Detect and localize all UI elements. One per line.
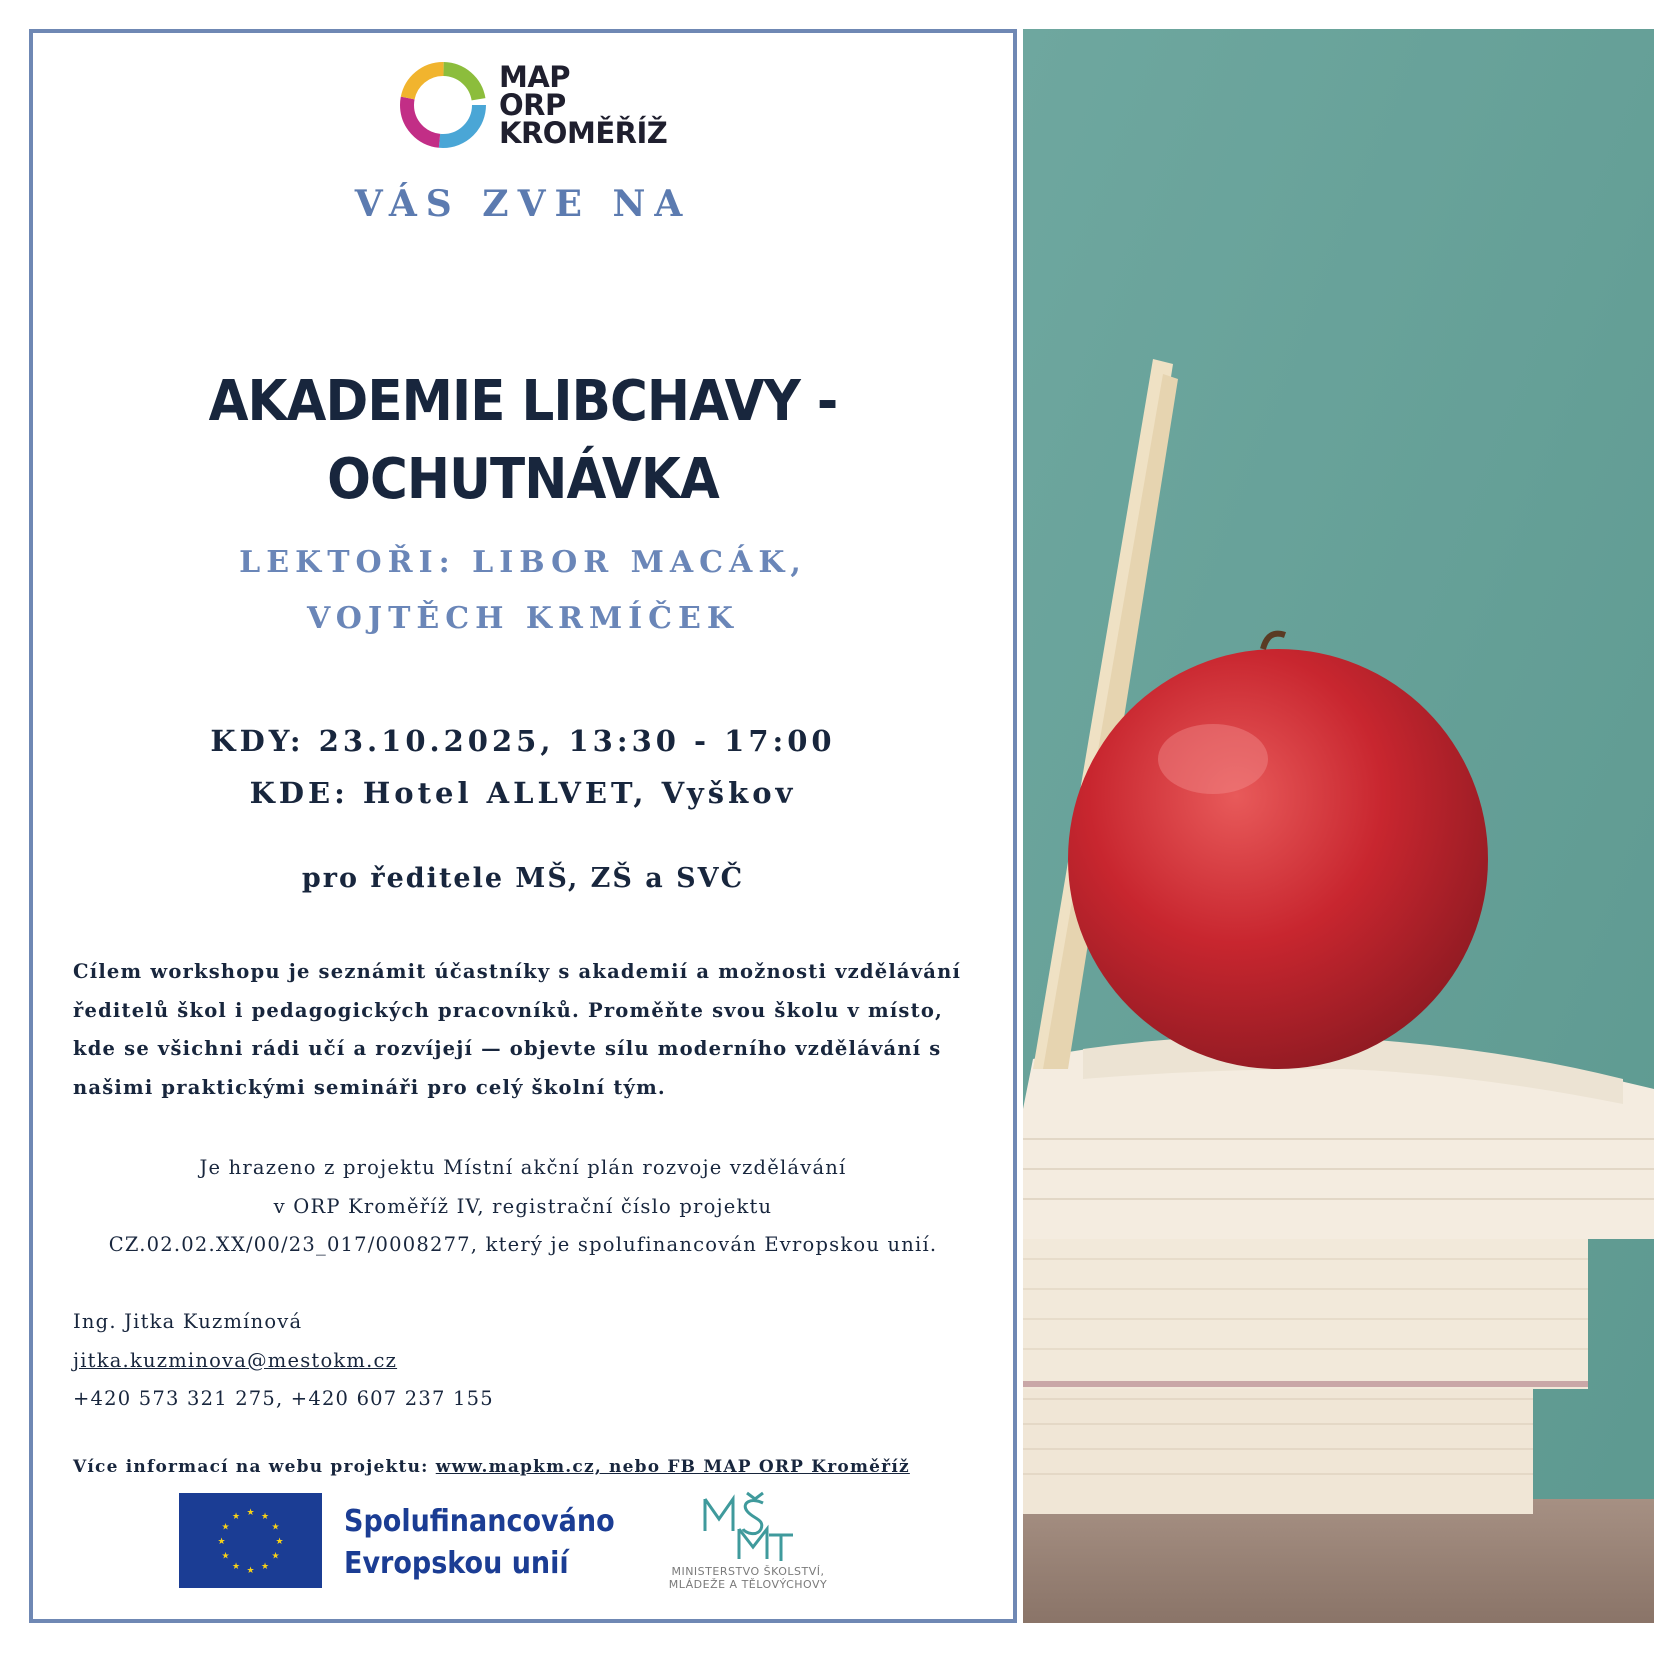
eu-text-line: Evropskou unií <box>344 1546 569 1581</box>
logo-line: KROMĚŘÍŽ <box>499 116 668 150</box>
event-title <box>72 363 974 519</box>
funding-note <box>33 1149 1013 1265</box>
apple-on-books-image <box>1023 29 1654 1623</box>
svg-text:★: ★ <box>221 1522 230 1533</box>
svg-text:★: ★ <box>260 1512 270 1522</box>
event-title-line: OCHUTNÁVKA <box>327 447 719 512</box>
svg-text:★: ★ <box>217 1537 226 1547</box>
swirl-logo-icon <box>393 55 493 155</box>
msmt-logo <box>643 1489 883 1599</box>
target-audience: pro ředitele MŠ, ZŠ a SVČ <box>301 863 745 894</box>
funding-line: CZ.02.02.XX/00/23_017/0008277, který je spolufinancován Evropskou unií. <box>108 1233 938 1256</box>
eu-text-line: Spolufinancováno <box>344 1504 615 1539</box>
svg-text:★: ★ <box>246 1508 255 1518</box>
map-orp-logo <box>393 55 693 155</box>
svg-text:★: ★ <box>231 1512 241 1522</box>
msmt-caption <box>643 1565 853 1591</box>
event-date-time: KDY: 23.10.2025, 13:30 - 17:00 <box>210 724 836 758</box>
contact-block <box>73 1303 494 1419</box>
svg-text:★: ★ <box>271 1522 280 1533</box>
svg-text:★: ★ <box>231 1562 241 1572</box>
contact-phones: +420 573 321 275, +420 607 237 155 <box>73 1387 494 1410</box>
svg-text:★: ★ <box>271 1551 280 1562</box>
contact-name: Ing. Jitka Kuzmínová <box>73 1310 303 1333</box>
logo-wordmark <box>499 60 668 150</box>
invite-heading: VÁS ZVE NA <box>354 183 692 225</box>
description-line: Cílem workshopu je seznámit účastníky s akademií a možnosti vzdělávání <box>73 960 962 983</box>
lecturers-line: LEKTOŘI: LIBOR MACÁK, <box>239 545 807 580</box>
description-line: kde se všichni rádi učí a rozvíjejí — objevte sílu moderního vzdělávání s <box>73 1037 942 1060</box>
funding-line: Je hrazeno z projektu Místní akční plán rozvoje vzdělávání <box>199 1156 847 1179</box>
apple-books-photo <box>1023 29 1654 1623</box>
funding-line: v ORP Kroměříž IV, registrační číslo projektu <box>273 1194 773 1218</box>
more-info-link[interactable]: www.mapkm.cz, nebo FB MAP ORP Kroměříž <box>435 1457 910 1477</box>
eu-flag-icon <box>179 1493 322 1588</box>
contact-email-link[interactable]: jitka.kuzminova@mestokm.cz <box>73 1348 398 1372</box>
more-info <box>73 1457 910 1477</box>
event-title-line: AKADEMIE LIBCHAVY - <box>208 369 838 434</box>
description-line: ředitelů škol i pedagogických pracovníků. Proměňte svou školu v místo, <box>73 998 944 1022</box>
description-line: našimi praktickými semináři pro celý školní tým. <box>73 1075 666 1099</box>
msmt-monogram-icon <box>643 1489 853 1565</box>
lecturers <box>33 535 1013 647</box>
svg-text:★: ★ <box>275 1537 284 1547</box>
svg-text:★: ★ <box>246 1566 255 1576</box>
svg-text:★: ★ <box>260 1562 270 1572</box>
lecturers-line: VOJTĚCH KRMÍČEK <box>307 601 739 636</box>
more-info-label: Více informací na webu projektu: <box>73 1457 436 1477</box>
logo-line: ORP <box>499 88 566 122</box>
eu-cofunded-text <box>344 1501 615 1585</box>
description <box>73 953 993 1107</box>
svg-text:★: ★ <box>221 1551 230 1562</box>
msmt-caption-line: MLÁDEŽE A TĚLOVÝCHOVY <box>668 1578 828 1591</box>
event-location: KDE: Hotel ALLVET, Vyškov <box>249 776 797 810</box>
msmt-caption-line: MINISTERSTVO ŠKOLSTVÍ, <box>671 1565 825 1578</box>
logo-line: MAP <box>499 60 571 94</box>
invitation-card <box>29 29 1017 1623</box>
